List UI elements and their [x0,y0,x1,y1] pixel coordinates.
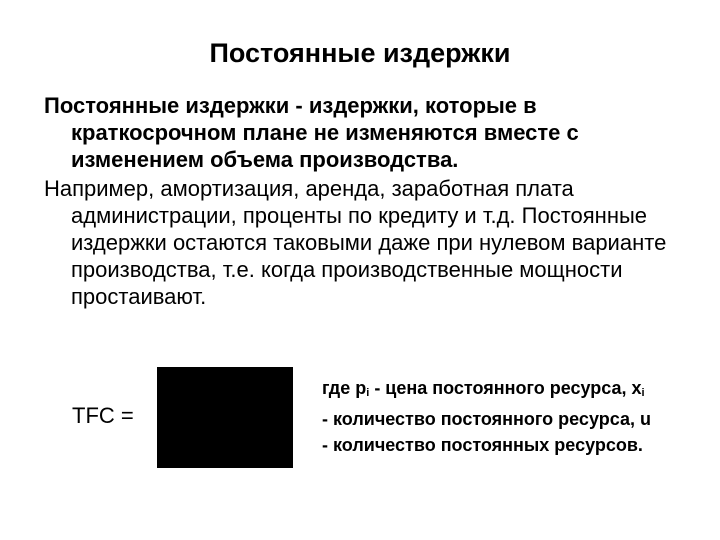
definition-paragraph: Постоянные издержки - издержки, которые в краткосрочном плане не изменяются вместе с изменением объема производства. [44,93,579,172]
body-text [44,92,704,310]
note-text-3: - количество постоянного ресурса, u - количество постоянных ресурсов. [322,409,651,455]
formula-label: TFC = [72,403,134,428]
formula-image [157,367,293,468]
note-text-2: - цена постоянного ресурса, x [369,378,642,398]
note-text-1: где p [322,378,367,398]
note-subscript-2: i [641,387,645,399]
note-subscript-1: i [366,387,370,399]
slide-title: Постоянные издержки [209,38,511,68]
formula-note [322,375,652,458]
example-paragraph: Например, амортизация, аренда, заработная плата администрации, проценты по кредиту и т.д. Постоянные издержки остаются таковыми даже при нулевом варианте производства, т.е. когда производственные мощности простаивают. [44,176,667,309]
